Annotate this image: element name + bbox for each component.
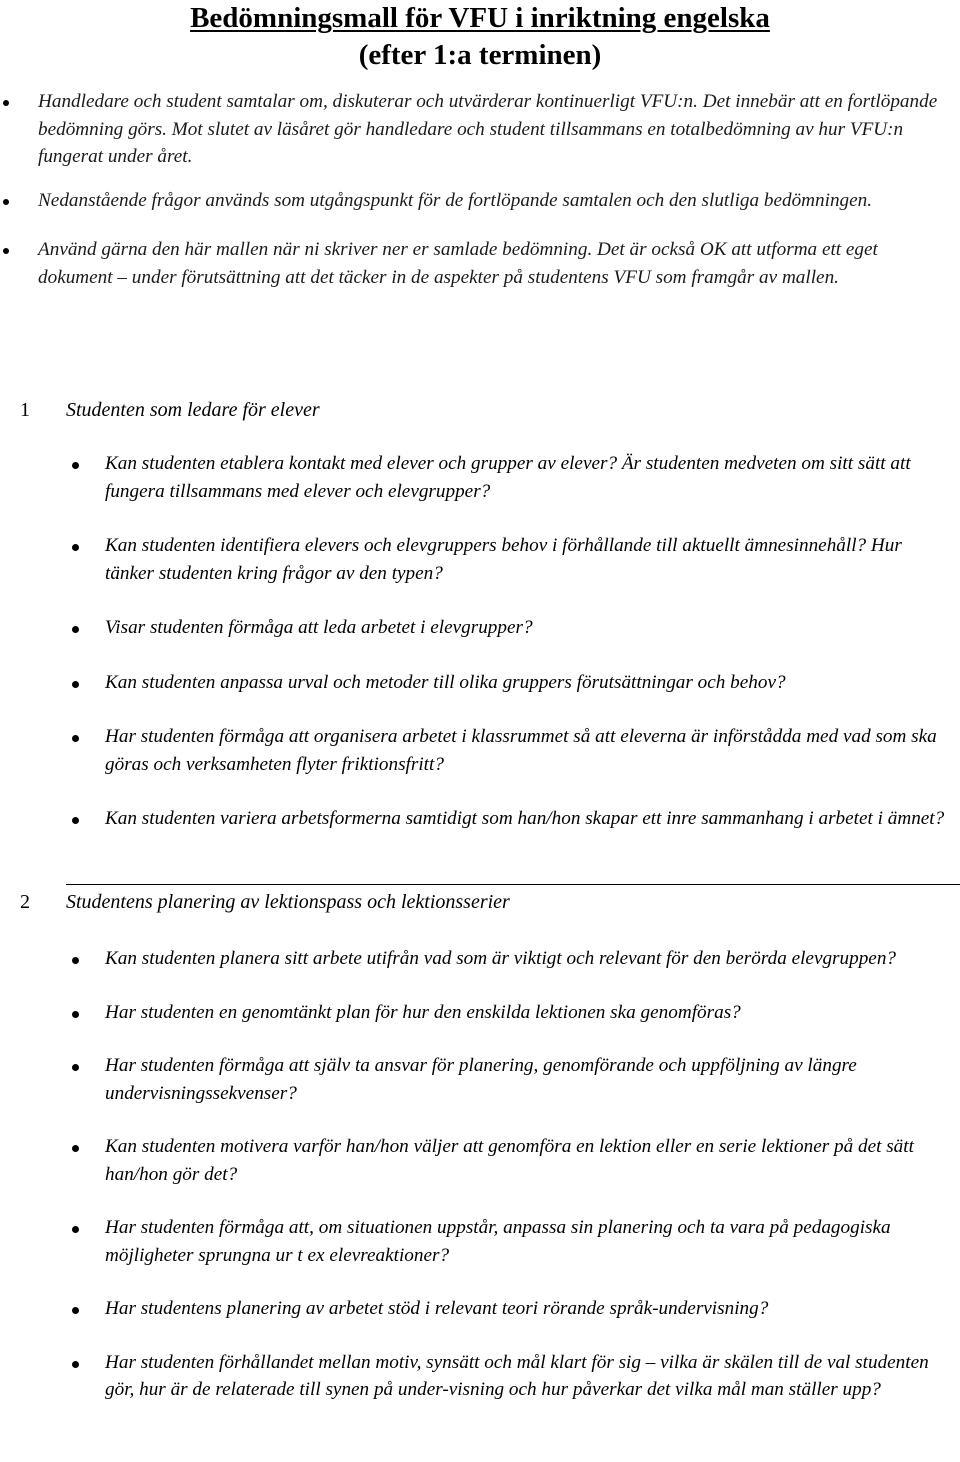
question-text: Har studentens planering av arbetet stöd i relevant teori rörande språk-undervisning? bbox=[105, 1298, 769, 1319]
bullet-icon bbox=[72, 681, 79, 688]
section-title: Studenten som ledare för elever bbox=[66, 399, 320, 421]
section-2 bbox=[0, 888, 960, 1404]
question-item bbox=[0, 1349, 960, 1404]
bullet-icon bbox=[72, 544, 79, 551]
bullet-icon bbox=[72, 1011, 79, 1018]
section-heading bbox=[0, 396, 960, 426]
intro-text: Handledare och student samtalar om, diskuterar och utvärderar kontinuerligt VFU:n. Det innebär att en fortlöpande bedömning görs. Mot slutet av läsåret gör handledare och student tillsammans en totalbedömning av hur VFU:n fungerat under året. bbox=[38, 91, 938, 167]
bullet-icon bbox=[72, 817, 79, 824]
question-item bbox=[0, 999, 960, 1027]
question-item bbox=[0, 945, 960, 973]
question-text: Visar studenten förmåga att leda arbetet i elevgrupper? bbox=[105, 617, 533, 638]
question-text: Har studenten en genomtänkt plan för hur den enskilda lektionen ska genomföras? bbox=[105, 1001, 741, 1023]
question-item bbox=[0, 805, 960, 833]
section-1 bbox=[0, 396, 960, 833]
bullet-icon bbox=[72, 1307, 79, 1314]
intro-item bbox=[0, 187, 955, 215]
question-item bbox=[0, 1052, 960, 1107]
question-item bbox=[0, 450, 960, 505]
question-list bbox=[0, 945, 960, 1404]
question-text: Har studenten förmåga att själv ta ansvar för planering, genomförande och uppföljning av längre undervisningssekvenser? bbox=[105, 1055, 857, 1104]
question-item bbox=[0, 1133, 960, 1188]
question-item bbox=[0, 614, 960, 642]
question-item bbox=[0, 1214, 960, 1269]
question-text: Har studenten förmåga att organisera arbetet i klassrummet så att eleverna är införstådda med vad som ska göras och verksamheten flyter friktionsfritt? bbox=[105, 726, 937, 775]
question-text: Kan studenten motivera varför han/hon väljer att genomföra en lektion eller en serie lektioner på det sätt han/hon gör det? bbox=[105, 1136, 914, 1185]
question-text: Kan studenten variera arbetsformerna samtidigt som han/hon skapar ett inre sammanhang i arbetet i ämnet? bbox=[105, 808, 945, 829]
question-item bbox=[0, 723, 960, 778]
intro-list bbox=[0, 88, 955, 291]
bullet-icon bbox=[72, 1226, 79, 1233]
question-text: Har studenten förmåga att, om situationen uppstår, anpassa sin planering och ta vara på pedagogiska möjligheter sprungna ur t ex elevreaktioner? bbox=[105, 1217, 891, 1266]
question-text: Kan studenten identifiera elevers och elevgruppers behov i förhållande till aktuellt ämnesinnehåll? Hur tänker studenten kring frågor av den typen? bbox=[105, 535, 902, 584]
title-line-1: Bedömningsmall för VFU i inriktning engelska bbox=[190, 2, 770, 34]
intro-item bbox=[0, 236, 955, 291]
question-item bbox=[0, 532, 960, 587]
bullet-icon bbox=[3, 100, 9, 106]
document-title bbox=[60, 0, 900, 74]
question-text: Kan studenten anpassa urval och metoder till olika gruppers förutsättningar och behov? bbox=[105, 671, 786, 693]
intro-text: Nedanstående frågor används som utgångspunkt för de fortlöpande samtalen och den slutliga bedömningen. bbox=[38, 189, 873, 211]
bullet-icon bbox=[72, 1145, 79, 1152]
bullet-icon bbox=[3, 248, 9, 254]
intro-text: Använd gärna den här mallen när ni skriver ner er samlade bedömning. Det är också OK att utforma ett eget dokument – under förutsättning att det täcker in de aspekter på studentens VFU som framgår av mallen. bbox=[38, 239, 878, 288]
question-text: Kan studenten etablera kontakt med elever och grupper av elever? Är studenten medveten om sitt sätt att fungera tillsammans med elever och elevgrupper? bbox=[105, 453, 911, 502]
question-list bbox=[0, 450, 960, 833]
section-number: 2 bbox=[20, 891, 30, 913]
bullet-icon bbox=[72, 626, 79, 633]
bullet-icon bbox=[72, 957, 79, 964]
question-item bbox=[0, 669, 960, 697]
bullet-icon bbox=[3, 199, 9, 205]
question-text: Kan studenten planera sitt arbete utifrån vad som är viktigt och relevant för den berörda elevgruppen? bbox=[105, 948, 897, 969]
title-line-2: (efter 1:a terminen) bbox=[358, 39, 602, 71]
section-divider bbox=[66, 884, 960, 885]
question-text: Har studenten förhållandet mellan motiv, synsätt och mål klart för sig – vilka är skälen till de val studenten gör, hur är de relaterade till synen på under-visning och hur påverkar det vilka mål man ställer upp? bbox=[105, 1351, 929, 1400]
question-item bbox=[0, 1295, 960, 1323]
section-heading bbox=[0, 888, 960, 918]
bullet-icon bbox=[72, 1361, 79, 1368]
bullet-icon bbox=[72, 1064, 79, 1071]
section-number: 1 bbox=[20, 399, 30, 421]
section-title: Studentens planering av lektionspass och lektionsserier bbox=[66, 891, 510, 913]
bullet-icon bbox=[72, 462, 79, 469]
intro-item bbox=[0, 88, 955, 171]
bullet-icon bbox=[72, 735, 79, 742]
